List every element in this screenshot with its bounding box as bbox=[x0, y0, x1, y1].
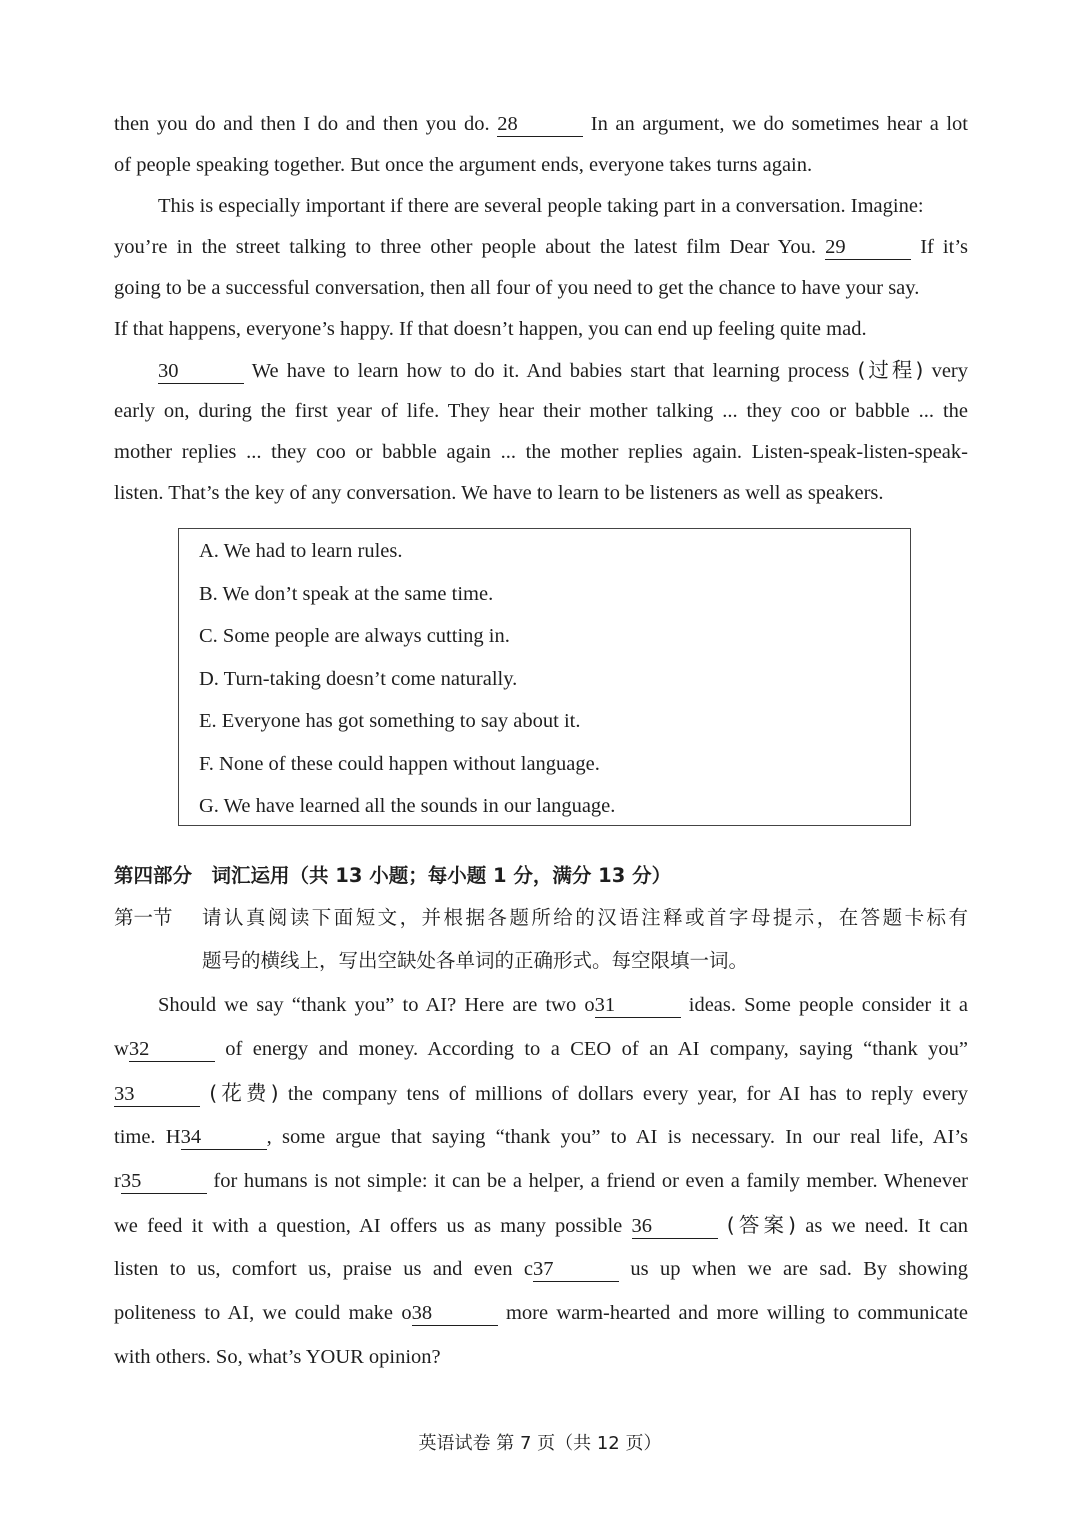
blank-36: 36 bbox=[632, 1214, 718, 1239]
passage1-line-6: If that happens, everyone’s happy. If that doesn’t happen, you can end up feeling quite mad. bbox=[114, 318, 867, 340]
option-a: A. We had to learn rules. bbox=[199, 540, 403, 562]
blank-35: 35 bbox=[121, 1169, 207, 1194]
text-segment: , some argue that saying “thank you” to AI is necessary. In our real life, AI’s bbox=[266, 1126, 968, 1148]
option-g: G. We have learned all the sounds in our language. bbox=[199, 795, 616, 817]
blank-37: 37 bbox=[533, 1257, 619, 1282]
blank-30: 30 bbox=[158, 359, 244, 384]
passage2-line-2 bbox=[114, 1035, 968, 1063]
section-label: 第一节 bbox=[114, 906, 173, 929]
text-segment: r bbox=[114, 1170, 121, 1192]
text-segment: In an argument, we do sometimes hear a lot bbox=[590, 113, 968, 135]
text-segment: then you do and then I do and then you do. bbox=[114, 113, 490, 135]
passage2-line-8 bbox=[114, 1299, 968, 1327]
passage1-line-5: going to be a successful conversation, then all four of you need to get the chance to have your say. bbox=[114, 277, 920, 299]
passage2-line-1 bbox=[158, 991, 968, 1019]
blank-32: 32 bbox=[129, 1037, 215, 1062]
text-segment: politeness to AI, we could make o bbox=[114, 1302, 412, 1324]
chinese-gloss: (花费) bbox=[209, 1081, 279, 1105]
option-c: C. Some people are always cutting in. bbox=[199, 625, 510, 647]
page-footer: 英语试卷 第 7 页（共 12 页） bbox=[418, 1433, 662, 1454]
option-e: E. Everyone has got something to say about it. bbox=[199, 710, 581, 732]
text-segment: very bbox=[931, 360, 968, 382]
text-segment: If it’s bbox=[920, 236, 968, 258]
passage1-line-8: early on, during the first year of life. They hear their mother talking ... they coo or babble ... the bbox=[114, 400, 968, 422]
passage1-line-2: of people speaking together. But once the argument ends, everyone takes turns again. bbox=[114, 154, 813, 176]
text-segment: the company tens of millions of dollars every year, for AI has to reply every bbox=[287, 1083, 969, 1105]
option-d: D. Turn-taking doesn’t come naturally. bbox=[199, 668, 518, 690]
part4-title: 第四部分 词汇运用（共 13 小题；每小题 1 分，满分 13 分） bbox=[114, 864, 672, 887]
passage2-line-5 bbox=[114, 1167, 968, 1195]
options-box bbox=[178, 528, 911, 826]
passage1-line-3: This is especially important if there are several people taking part in a conversation. Imagine: bbox=[158, 195, 924, 217]
text-segment: us up when we are sad. By showing bbox=[630, 1258, 968, 1280]
text-segment: you’re in the street talking to three other people about the latest film Dear You. bbox=[114, 236, 817, 258]
text-segment: we feed it with a question, AI offers us as many possible bbox=[114, 1215, 623, 1237]
blank-38: 38 bbox=[412, 1301, 498, 1326]
blank-33: 33 bbox=[114, 1082, 200, 1107]
passage2-line-7 bbox=[114, 1255, 968, 1283]
instruction-line-1: 请认真阅读下面短文，并根据各题所给的汉语注释或首字母提示，在答题卡标有 bbox=[202, 906, 968, 929]
blank-29: 29 bbox=[825, 235, 911, 260]
option-f: F. None of these could happen without language. bbox=[199, 753, 600, 775]
text-segment: time. H bbox=[114, 1126, 181, 1148]
text-segment: Should we say “thank you” to AI? Here are two o bbox=[158, 994, 595, 1016]
chinese-gloss: (过程) bbox=[857, 358, 924, 382]
passage2-line-9: with others. So, what’s YOUR opinion? bbox=[114, 1346, 441, 1368]
passage1-line-4 bbox=[114, 233, 968, 261]
blank-31: 31 bbox=[595, 993, 681, 1018]
passage1-line-10: listen. That’s the key of any conversation. We have to learn to be listeners as well as speakers. bbox=[114, 482, 884, 504]
passage1-line-7 bbox=[158, 356, 968, 385]
text-segment: of energy and money. According to a CEO of an AI company, saying “thank you” bbox=[225, 1038, 969, 1060]
option-b: B. We don’t speak at the same time. bbox=[199, 583, 494, 605]
text-segment: for humans is not simple: it can be a helper, a friend or even a family member. Whenever bbox=[213, 1170, 968, 1192]
passage1-line-1 bbox=[114, 110, 968, 138]
text-segment: We have to learn how to do it. And babies start that learning process bbox=[251, 360, 850, 382]
passage2-line-3 bbox=[114, 1079, 968, 1108]
instruction-line-2: 题号的横线上，写出空缺处各单词的正确形式。每空限填一词。 bbox=[202, 949, 749, 972]
passage1-line-9: mother replies ... they coo or babble again ... the mother replies again. Listen-speak-listen-speak- bbox=[114, 441, 968, 463]
passage2-line-6 bbox=[114, 1211, 968, 1240]
blank-34: 34 bbox=[181, 1125, 267, 1150]
text-segment: as we need. It can bbox=[805, 1215, 969, 1237]
text-segment: ideas. Some people consider it a bbox=[688, 994, 968, 1016]
passage2-line-4 bbox=[114, 1123, 968, 1151]
text-segment: listen to us, comfort us, praise us and even c bbox=[114, 1258, 533, 1280]
chinese-gloss: (答案) bbox=[726, 1213, 797, 1237]
blank-28: 28 bbox=[497, 112, 583, 137]
text-segment: w bbox=[114, 1038, 129, 1060]
text-segment: more warm-hearted and more willing to communicate bbox=[505, 1302, 969, 1324]
